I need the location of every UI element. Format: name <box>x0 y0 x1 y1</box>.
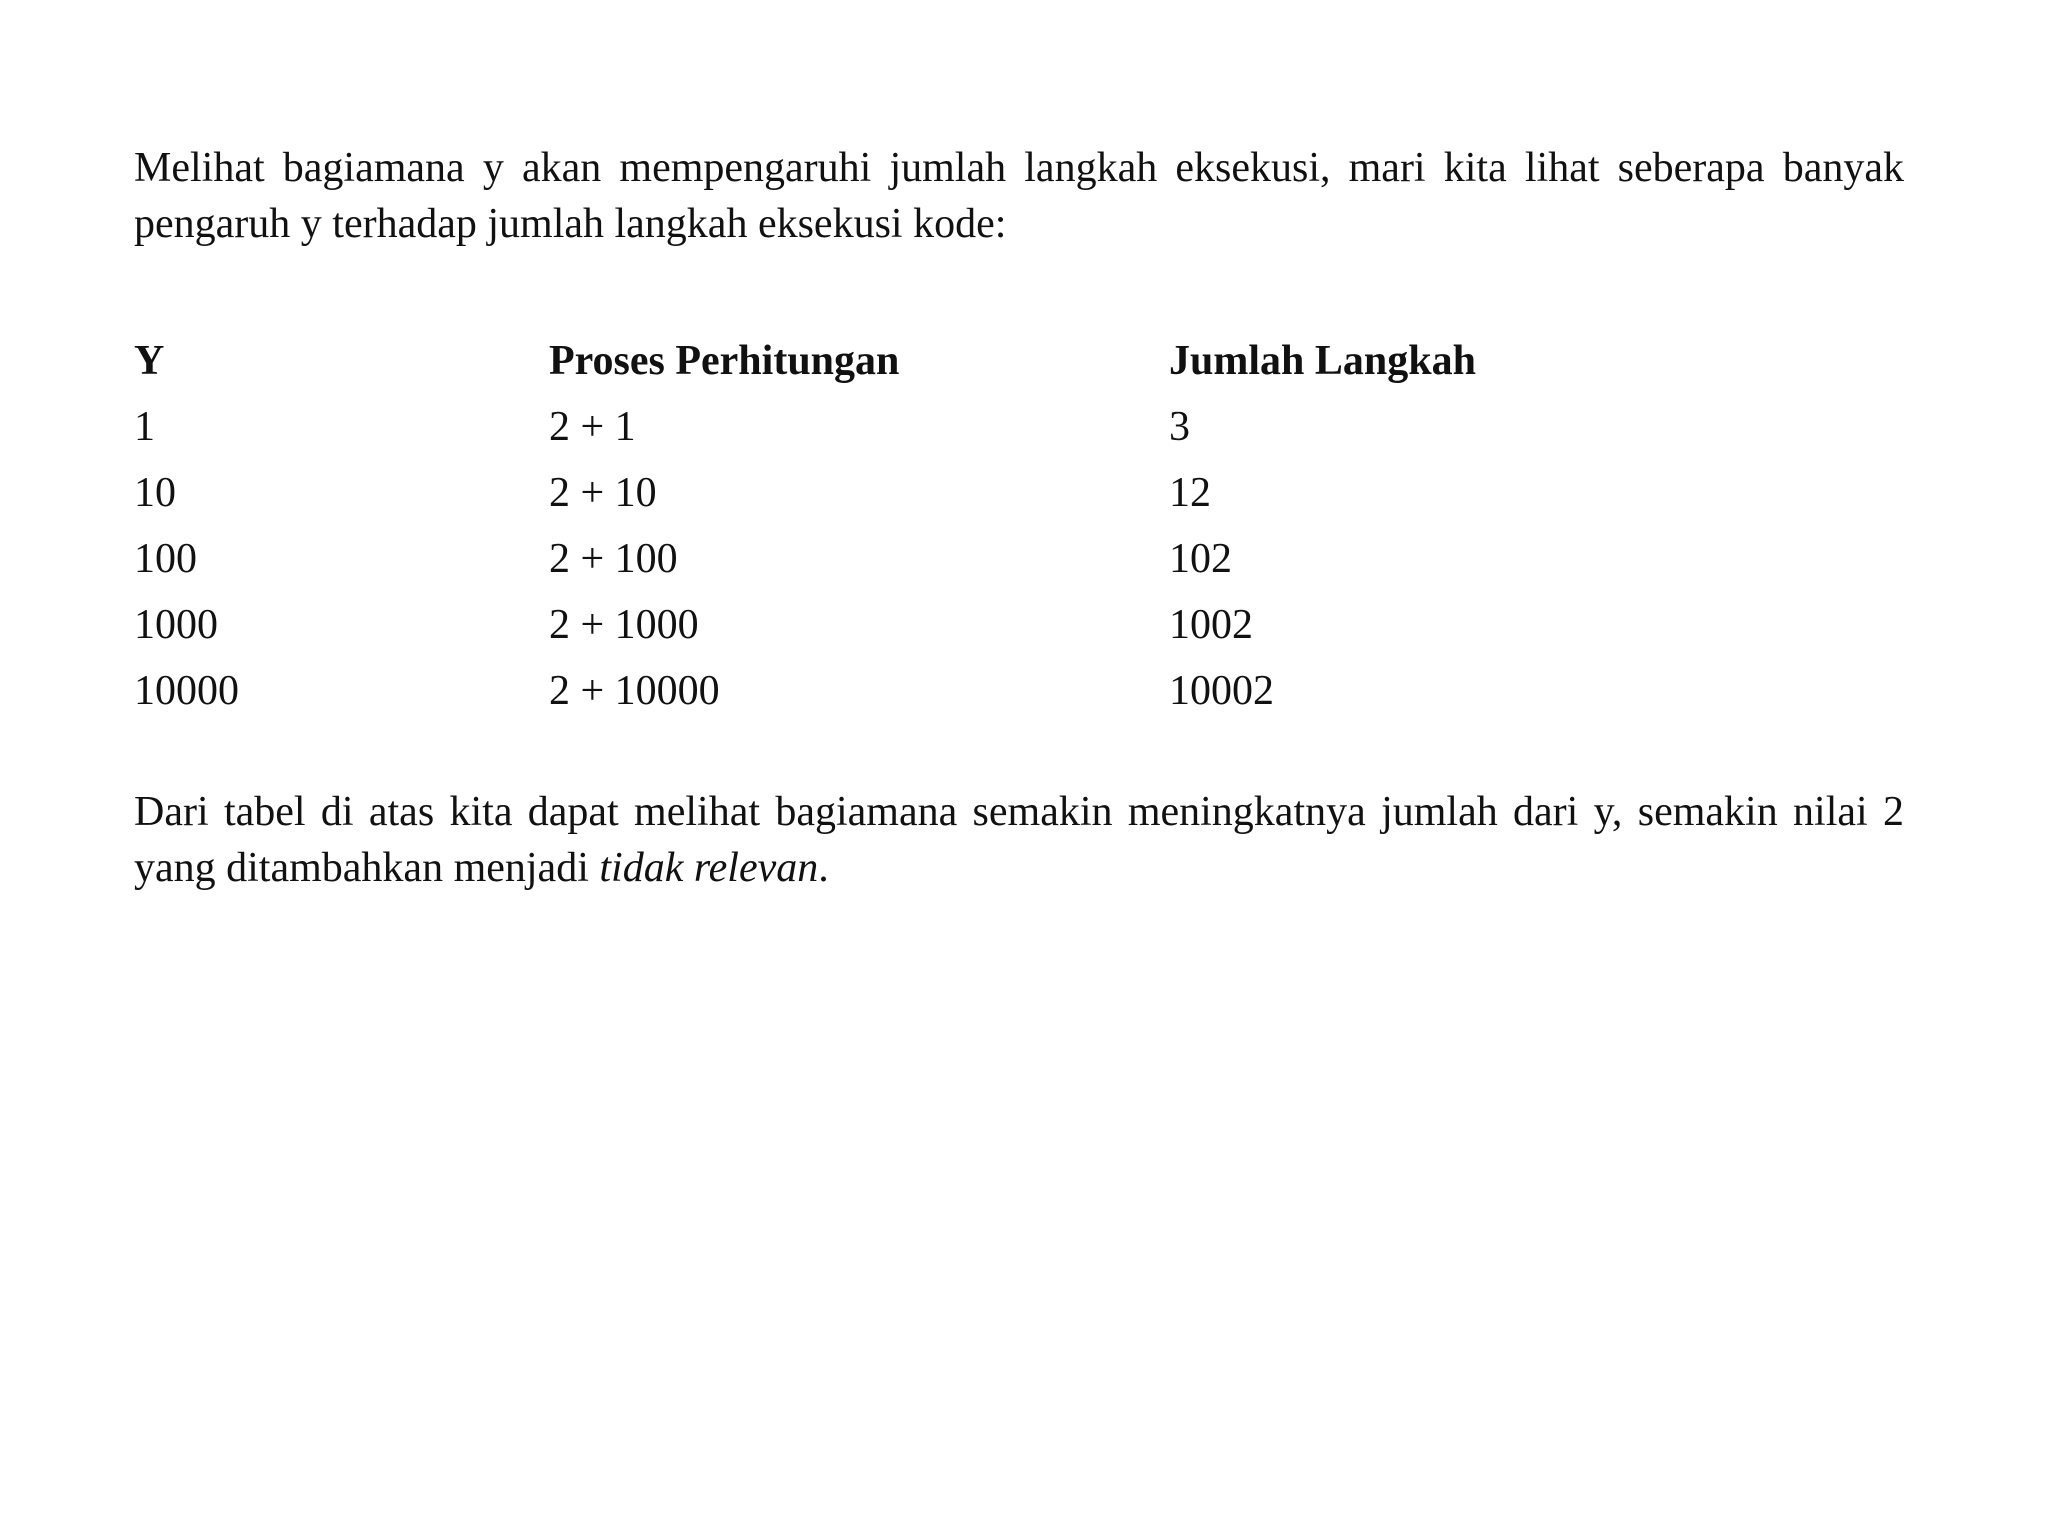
table-header-row <box>134 328 1669 394</box>
header-y: Y <box>134 338 165 384</box>
cell-proses: 2 + 1 <box>549 404 636 450</box>
document-page <box>134 140 1904 896</box>
steps-table <box>134 328 1669 724</box>
conclusion-emphasis: tidak relevan <box>599 845 819 891</box>
table-row <box>134 460 1669 526</box>
cell-jumlah: 102 <box>1169 536 1232 582</box>
cell-jumlah: 10002 <box>1169 668 1274 714</box>
cell-jumlah: 12 <box>1169 470 1211 516</box>
table-row <box>134 592 1669 658</box>
table-row <box>134 658 1669 724</box>
cell-proses: 2 + 100 <box>549 536 678 582</box>
cell-y: 10 <box>134 470 176 516</box>
cell-jumlah: 3 <box>1169 404 1190 450</box>
conclusion-end: . <box>818 845 829 891</box>
conclusion-text: Dari tabel di atas kita dapat melihat bagiamana semakin meningkatnya jumlah dari y, semakin nilai 2 yang ditambahkan menjadi <box>134 789 1904 891</box>
table-row <box>134 394 1669 460</box>
conclusion-paragraph <box>134 784 1904 896</box>
cell-proses: 2 + 10 <box>549 470 657 516</box>
header-jumlah-langkah: Jumlah Langkah <box>1169 338 1476 384</box>
cell-y: 1 <box>134 404 155 450</box>
cell-y: 100 <box>134 536 197 582</box>
table-row <box>134 526 1669 592</box>
cell-jumlah: 1002 <box>1169 602 1253 648</box>
cell-y: 1000 <box>134 602 218 648</box>
cell-proses: 2 + 1000 <box>549 602 699 648</box>
cell-proses: 2 + 10000 <box>549 668 720 714</box>
intro-paragraph: Melihat bagiamana y akan mempengaruhi jumlah langkah eksekusi, mari kita lihat seberapa banyak pengaruh y terhadap jumlah langkah eksekusi kode: <box>134 145 1904 247</box>
header-proses-perhitungan: Proses Perhitungan <box>549 338 900 384</box>
cell-y: 10000 <box>134 668 239 714</box>
